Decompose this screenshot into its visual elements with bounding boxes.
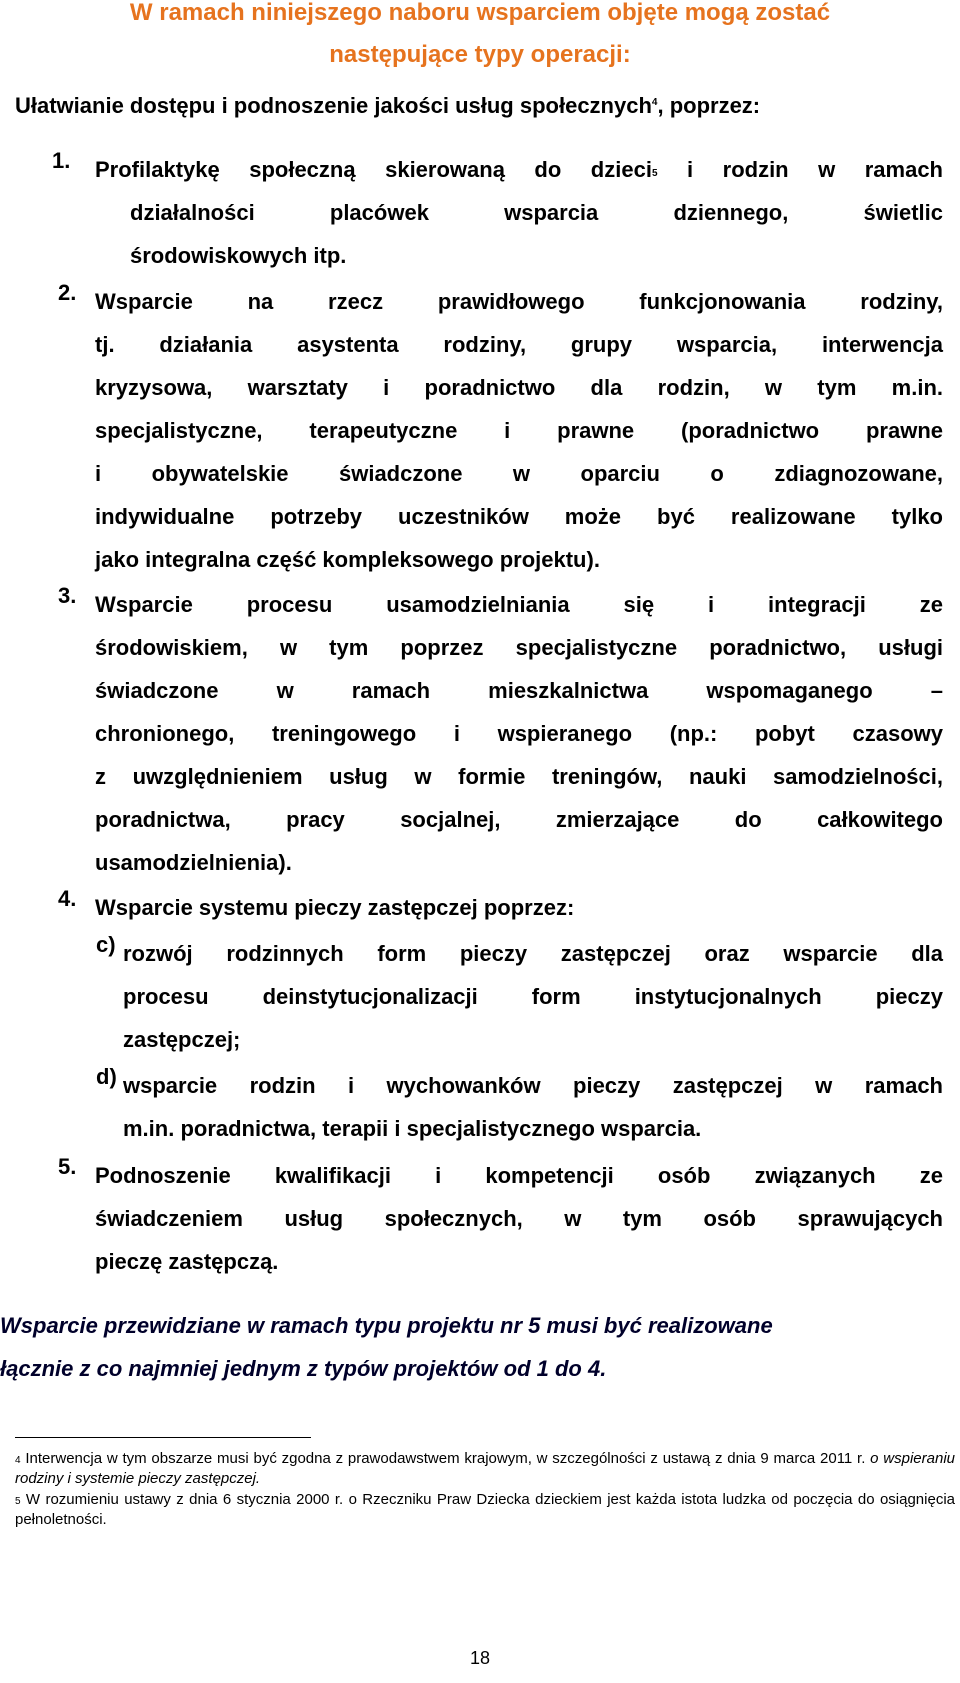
footnote-5 [15, 1490, 955, 1530]
item-number-3: 3. [58, 583, 77, 608]
item-1-line-1: Profilaktykę społeczną skierowaną do dzieci$^5$ i rodzin w ramach [95, 157, 943, 182]
item-3-line-4: chronionego, treningowego i wspieranego (np.: pobyt czasowy [95, 721, 943, 746]
footnote-ref-4[interactable]: 4 [651, 97, 658, 108]
item-2-line-2: tj. działania asystenta rodziny, grupy wsparcia, interwencja [95, 332, 943, 357]
item-3-line-3: świadczone w ramach mieszkalnictwa wspomaganego – [95, 678, 943, 703]
list-item-1 [95, 148, 943, 191]
footnote-5-text: W rozumieniu ustawy z dnia 6 stycznia 2000 r. o Rzeczniku Praw Dziecka dzieckiem jest każda istota ludzka od poczęcia do osiągnięcia pełnoletności. [15, 1491, 955, 1528]
list-item-2 [95, 280, 943, 581]
footnote-ref-5[interactable]: 5 [651, 168, 658, 179]
subitem-d-line-1: wsparcie rodzin i wychowanków pieczy zastępczej w ramach [123, 1073, 943, 1098]
item-3-line-6: poradnictwa, pracy socjalnej, zmierzające do całkowitego [95, 807, 943, 832]
footnote-4-text: Interwencja w tym obszarze musi być zgodna z prawodawstwem krajowym, w szczególności z ustawą z dnia 9 marca 2011 r. [20, 1450, 871, 1467]
footnote-4-italic: o wspieraniu rodziny i systemie pieczy zastępczej. [15, 1450, 955, 1487]
emphasis-line-2: łącznie z co najmniej jednym z typów projektów od 1 do 4. [0, 1356, 607, 1381]
item-3-line-2: środowiskiem, w tym poprzez specjalistyczne poradnictwo, usługi [95, 635, 943, 660]
item-5-line-1: Podnoszenie kwalifikacji i kompetencji osób związanych ze [95, 1163, 943, 1188]
item-1-line-3: środowiskowych itp. [130, 243, 347, 268]
item-2-line-5: i obywatelskie świadczone w oparciu o zdiagnozowane, [95, 461, 943, 486]
subitem-d [123, 1064, 943, 1150]
list-item-4 [95, 886, 943, 929]
item-number-5: 5. [58, 1154, 77, 1179]
item-5-line-3: pieczę zastępczą. [95, 1249, 279, 1274]
item-3-line-1: Wsparcie procesu usamodzielniania się i integracji ze [95, 592, 943, 617]
intro-text: Ułatwianie dostępu i podnoszenie jakości usług społecznych [15, 93, 652, 118]
subitem-c-line-3: zastępczej; [123, 1027, 241, 1052]
footnote-separator [15, 1437, 311, 1438]
heading-line-2: następujące typy operacji: [329, 41, 631, 68]
intro-line [15, 93, 760, 119]
item-2-line-7: jako integralna część kompleksowego projektu). [95, 547, 600, 572]
item-2-line-3: kryzysowa, warsztaty i poradnictwo dla rodzin, w tym m.in. [95, 375, 943, 400]
page-number: 18 [469, 1648, 491, 1668]
item-2-line-1: Wsparcie na rzecz prawidłowego funkcjonowania rodziny, [95, 289, 943, 314]
subitem-d-line-2: m.in. poradnictwa, terapii i specjalistycznego wsparcia. [123, 1116, 702, 1141]
list-item-1-cont [130, 191, 943, 277]
subitem-c-line-1: rozwój rodzinnych form pieczy zastępczej oraz wsparcie dla [123, 941, 943, 966]
subitem-label-c: c) [96, 932, 116, 957]
footnote-4-mark: 4 [15, 1455, 21, 1466]
item-5-line-2: świadczeniem usług społecznych, w tym osób sprawujących [95, 1206, 943, 1231]
item-number-1: 1. [52, 148, 71, 173]
item-3-line-7: usamodzielnienia). [95, 850, 292, 875]
intro-tail: , poprzez: [657, 93, 761, 118]
subitem-c-line-2: procesu deinstytucjonalizacji form instytucjonalnych pieczy [123, 984, 943, 1009]
item-number-2: 2. [58, 280, 77, 305]
item-4-line-1: Wsparcie systemu pieczy zastępczej poprzez: [95, 895, 575, 920]
subitem-label-d: d) [96, 1064, 117, 1089]
item-number-4: 4. [58, 886, 77, 911]
heading-line-1: W ramach niniejszego naboru wsparciem objęte mogą zostać [129, 0, 831, 26]
item-2-line-4: specjalistyczne, terapeutyczne i prawne (poradnictwo prawne [95, 418, 943, 443]
emphasis-line-1: Wsparcie przewidziane w ramach typu projektu nr 5 musi być realizowane [0, 1313, 773, 1338]
section-heading [0, 0, 960, 76]
footnote-5-mark: 5 [15, 1496, 21, 1507]
item-2-line-6: indywidualne potrzeby uczestników może być realizowane tylko [95, 504, 943, 529]
subitem-c [123, 932, 943, 1061]
list-item-5 [95, 1154, 943, 1283]
list-item-3 [95, 583, 943, 884]
item-1-line-2: działalności placówek wsparcia dziennego, świetlic [130, 200, 943, 225]
item-3-line-5: z uwzględnieniem usług w formie treningów, nauki samodzielności, [95, 764, 943, 789]
emphasis-note [0, 1304, 948, 1390]
footnote-4 [15, 1449, 955, 1489]
